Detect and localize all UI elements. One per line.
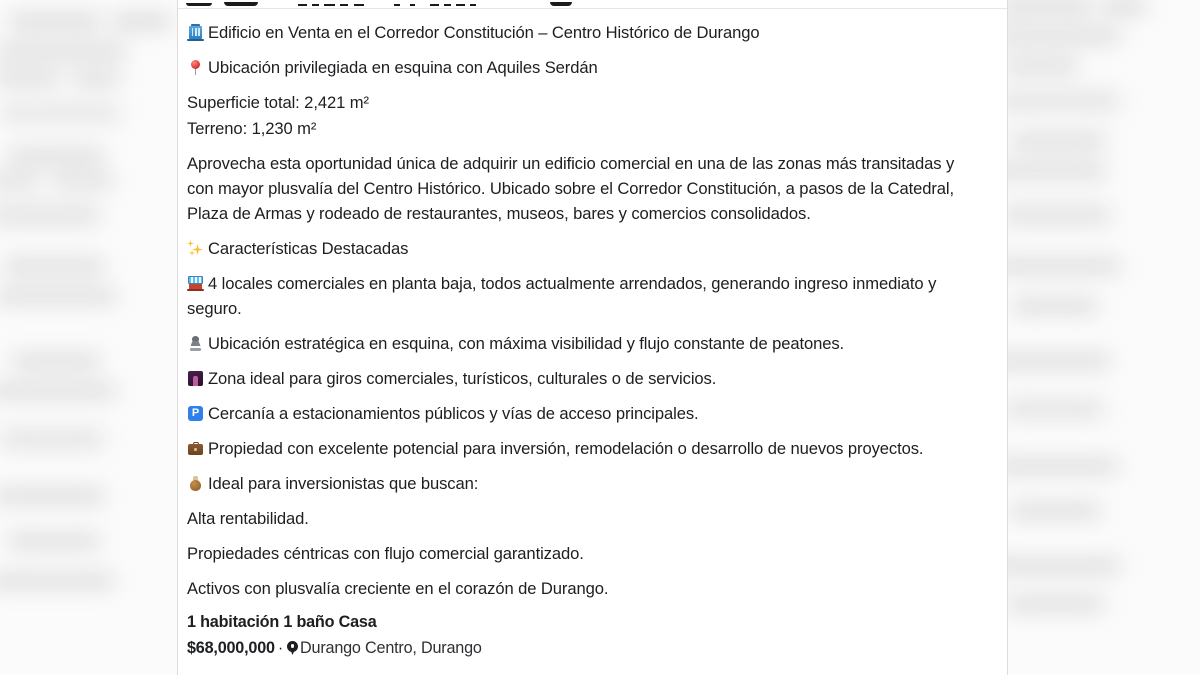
features-heading-text: Características Destacadas — [208, 239, 409, 258]
features-heading — [187, 236, 979, 261]
post-location-text: Ubicación privilegiada en esquina con Aquiles Serdán — [208, 58, 598, 77]
feature-item — [187, 366, 979, 391]
post-headline — [187, 20, 979, 45]
feature-item — [187, 436, 979, 461]
feature-text: Ubicación estratégica en esquina, con máxima visibilidad y flujo constante de peatones. — [208, 334, 845, 353]
feature-item — [187, 271, 979, 321]
cut-off-header-row — [178, 0, 1007, 9]
statue-icon — [187, 335, 204, 352]
briefcase-icon — [187, 440, 204, 457]
listing-price-row — [187, 636, 979, 661]
department-store-icon — [187, 275, 204, 292]
feature-text: Propiedad con excelente potencial para inversión, remodelación o desarrollo de nuevos proyectos. — [208, 439, 924, 458]
post-content-panel — [177, 0, 1008, 675]
location-pin-icon — [287, 641, 298, 655]
post-location-line — [187, 55, 979, 80]
parking-icon: P — [187, 405, 204, 422]
separator-dot: · — [277, 639, 284, 657]
listing-location: Durango Centro, Durango — [300, 639, 482, 657]
feature-item — [187, 401, 979, 426]
investor-point: Propiedades céntricas con flujo comercial garantizado. — [187, 544, 584, 563]
feature-text: Cercanía a estacionamientos públicos y vías de acceso principales. — [208, 404, 699, 423]
land-area-line: Terreno: 1,230 m² — [187, 119, 317, 138]
investor-point: Alta rentabilidad. — [187, 509, 309, 528]
feature-item — [187, 471, 979, 496]
money-bag-icon — [187, 475, 204, 492]
post-body — [187, 9, 979, 675]
office-building-icon — [187, 24, 204, 41]
listing-price: $68,000,000 — [187, 639, 275, 657]
surface-total-line: Superficie total: 2,421 m² — [187, 93, 369, 112]
post-headline-text: Edificio en Venta en el Corredor Constitución – Centro Histórico de Durango — [208, 23, 760, 42]
investor-point: Activos con plusvalía creciente en el corazón de Durango. — [187, 579, 609, 598]
night-building-icon — [187, 370, 204, 387]
feature-text: Zona ideal para giros comerciales, turísticos, culturales o de servicios. — [208, 369, 717, 388]
sparkles-icon — [187, 240, 204, 257]
feature-text: Ideal para inversionistas que buscan: — [208, 474, 479, 493]
feature-text: 4 locales comerciales en planta baja, todos actualmente arrendados, generando ingreso inmediato y seguro. — [187, 274, 937, 318]
round-pushpin-icon — [187, 59, 204, 76]
feature-item — [187, 331, 979, 356]
post-description: Aprovecha esta oportunidad única de adquirir un edificio comercial en una de las zonas más transitadas y con mayor plusvalía del Centro Histórico. Ubicado sobre el Corredor Constitución, a pasos de la Catedral, Plaza de Armas y rodeado de restaurantes, museos, bares y comercios consolidados. — [187, 154, 955, 223]
listing-summary: 1 habitación 1 baño Casa — [187, 613, 377, 631]
